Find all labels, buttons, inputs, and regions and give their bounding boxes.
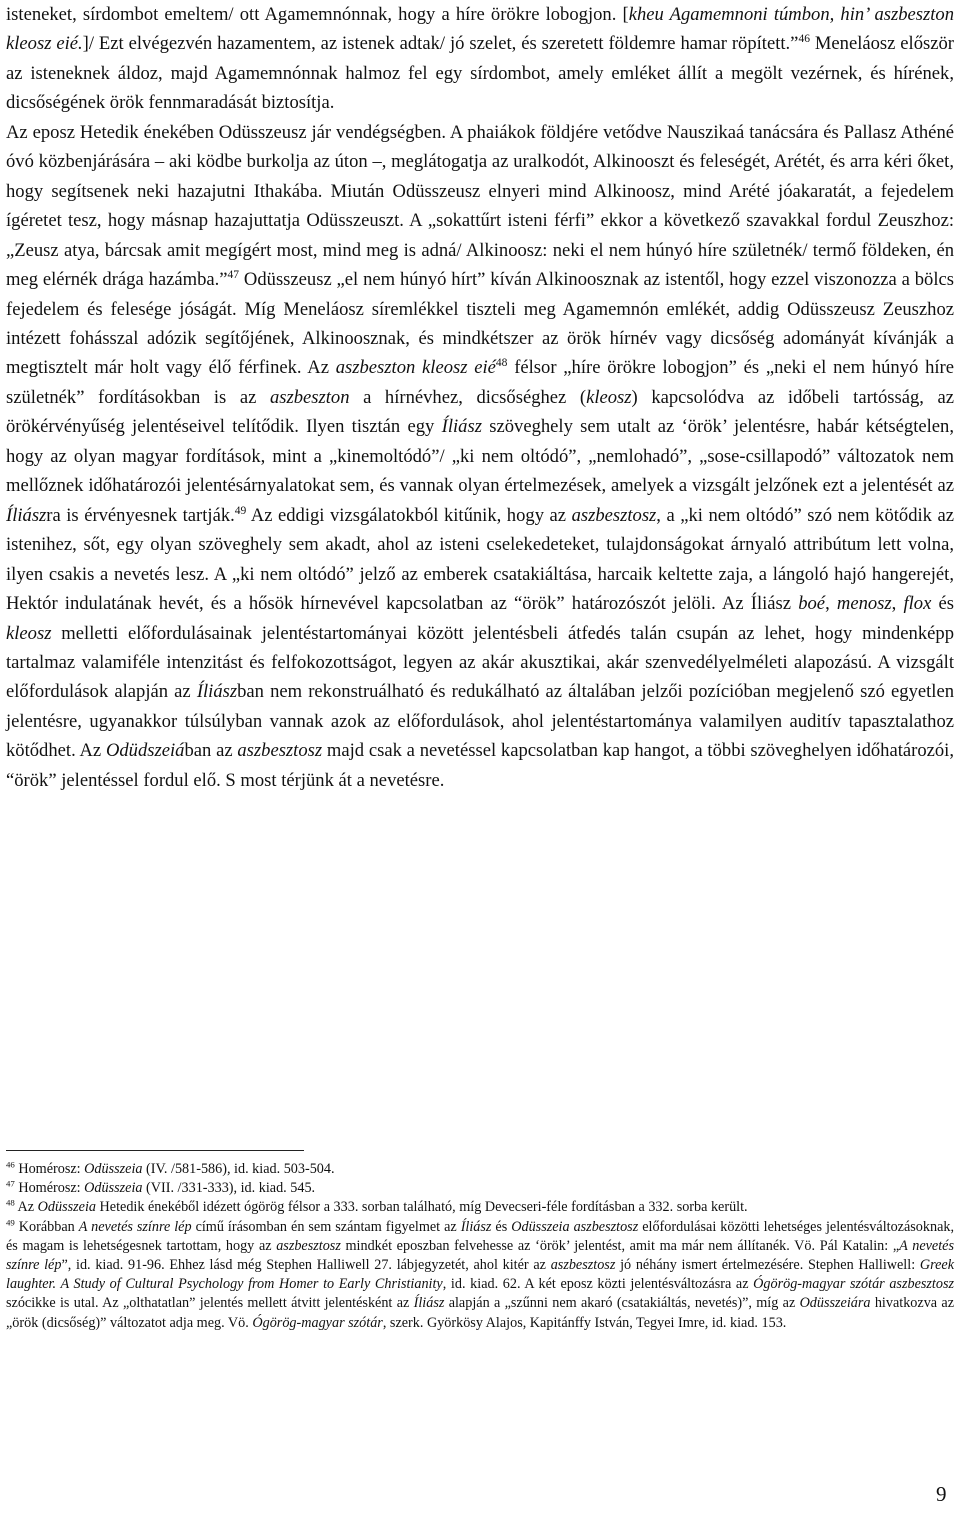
paragraph-1: isteneket, sírdombot emeltem/ ott Agamemnónnak, hogy a híre örökre lobogjon. [kheu Agamemnoni túmbon, hin’ aszbeszton kleosz eié.]/ Ezt elvégezvén hazamentem, az istenek adtak/ jó szelet, és szeretett földemre hamar röpített.”$^{46}$ Meneláosz először az isteneknek áldoz, majd Agamemnónnak halmoz fel egy sírdombot, amely emléket állít a megölt vezérnek, és hírének, dicsőségének örök fennmaradását biztosítja.: [6, 4, 954, 114]
footnote-46: $^{46}$ Homérosz: Odüsszeia (IV. /581-586), id. kiad. 503-504.: [6, 1159, 335, 1177]
footnote-ref-47[interactable]: 47: [227, 269, 240, 282]
footnote-separator: [6, 1150, 304, 1151]
main-text: [6, 0, 954, 795]
footnote-49: $^{49}$ Korábban A nevetés színre lép című írásomban én sem szántam figyelmet az Íliász és Odüsszeia aszbesztosz előfordulásai közötti lehetséges jelentésváltozásoknak, és magam is lehetségesnek tartottam, hogy az aszbesztosz mindkét eposzban felvehesse az ‘örök’ jelentést, amit ma már nem állítanék. Vö. Pál Katalin: „A nevetés színre lép”, id. kiad. 91-96. Ehhez lásd még Stephen Halliwell 27. lábjegyzetét, ahol kitér az aszbesztosz jó néhány ismert értelmezésére. Stephen Halliwell: Greek laughter. A Study of Cultural Psychology from Homer to Early Christianity, id. kiad. 62. A két eposz közti jelentésváltozásra az Ógörög-magyar szótár aszbesztosz szócikke is utal. Az „olthatatlan” jelentés mellett átvitt jelentésként az Íliász alapján a „szűnni nem akaró (csatakiáltás, nevetés)”, míg az Odüsszeiára hivatkozva az „örök (dicsőség)” változatot adja meg. Vö. Ógörög-magyar szótár, szerk. Györkösy Alajos, Kapitánffy István, Tegyei Imre, id. kiad. 153.: [6, 1217, 955, 1331]
paragraph-2: Az eposz Hetedik énekében Odüsszeusz jár vendégségben. A phaiákok földjére vetődve Nauszikaá tanácsára és Pallasz Athéné óvó közbenjárására – aki ködbe burkolja az úton –, meglátogatja az uralkodót, Alkinooszt és feleségét, Arétét, és arra kéri őket, hogy segítsenek neki hazajutni Ithakába. Miután Odüsszeusz elnyeri mind Alkinoosz, mind Arété jóakaratát, a fejedelem ígéretet tesz, hogy másnap hazajuttatja Odüsszeuszt. A „sokattűrt isteni férfi” ekkor a következő szavakkal fordul Zeuszhoz: „Zeusz atya, bárcsak amit megígért most, mind meg is adná/ Alkinoosz: neki el nem húnyó híre születnék/ termő földeken, én meg elérnék drága hazámba.”$^{47}$ Odüsszeusz „el nem húnyó hírt” kíván Alkinoosznak az istentől, hogy ezzel viszonozza a bölcs fejedelem és felesége jóságát. Míg Meneláosz síremlékkel tiszteli meg Agamemnón emlékét, addig Odüsszeusz Zeuszhoz intézett fohásszal adózik segítőjének, Alkinoosznak, és mindkétszer az örök hírnév vagy dicsőség adományát kívánják a megtisztelt már holt vagy élő férfinek. Az aszbeszton kleosz eié$^{48}$ félsor „híre örökre lobogjon” és „neki el nem húnyó híre születnék” fordításokban is az aszbeszton a hírnévhez, dicsőséghez (kleosz) kapcsolódva az időbeli tartósság, az örökérvényűség jelentéseivel telítődik. Ilyen tisztán egy Íliász szöveghely sem utalt az ‘örök’ jelentésre, habár kétségtelen, hogy az olyan magyar fordítások, mint a „kinemoltódó”/ „ki nem oltódó”, „nemlohadó”, „sose-csillapodó” változatok nem mellőznek időhatározói jelentésárnyalatokat sem, és vannak olyan értelmezések, amelyek a vizsgált jelzőnek ezt a jelentését az Íliászra is érvényesnek tartják.$^{49}$ Az eddigi vizsgálatokból kitűnik, hogy az aszbesztosz, a „ki nem oltódó” szó nem kötődik az istenihez, sőt, egy olyan szöveghely sem akadt, ahol az isteni cselekedeteket, tulajdonságokat árnyaló attribútum lett volna, ilyen csakis a nevetés lesz. A „ki nem oltódó” jelző az emberek csatakiáltása, harcaik keltette zaja, a lángoló hajó hangerejét, Hektór indulatának hevét, és a hősök hírnevével kapcsolatban az “örök” határozószót jelöli. Az Íliász boé, menosz, flox és kleosz melletti előfordulásainak jelentéstartományai között jelentésbeli átfedés talán csupán az lehet, hogy mindenképp tartalmaz valamiféle intenzitást és felfokozottságot, legyen az akár akusztikai, akár szenvedélyelméleti alapozású. A vizsgált előfordulások alapján az Íliászban nem rekonstruálható és redukálható az általában jelzői pozícióban megjelenő szó egyetlen jelentésre, ugyanakkor túlsúlyban vannak azok az előfordulások, ahol jelentéstartománya valamilyen auditív tapasztalathoz kötődhet. Az Odüdszeiában az aszbesztosz majd csak a nevetéssel kapcsolatban kap hangot, a többi szöveghelyen időhatározói, “örök” jelentéssel fordul elő. S most térjünk át a nevetésre.: [6, 121, 955, 791]
page-number: 9: [936, 1482, 947, 1506]
footnotes: [6, 1160, 954, 1333]
footnote-48: $^{48}$ Az Odüsszeia Hetedik énekéből idézett ógörög félsor a 333. sorban található, míg Devecseri-féle fordításban a 332. sorba került.: [6, 1198, 748, 1216]
footnote-ref-48[interactable]: 48: [495, 357, 508, 370]
footnote-ref-46[interactable]: 46: [798, 33, 810, 46]
footnote-ref-49[interactable]: 49: [234, 504, 247, 517]
footnote-47: $^{47}$ Homérosz: Odüsszeia (VII. /331-333), id. kiad. 545.: [6, 1178, 316, 1197]
